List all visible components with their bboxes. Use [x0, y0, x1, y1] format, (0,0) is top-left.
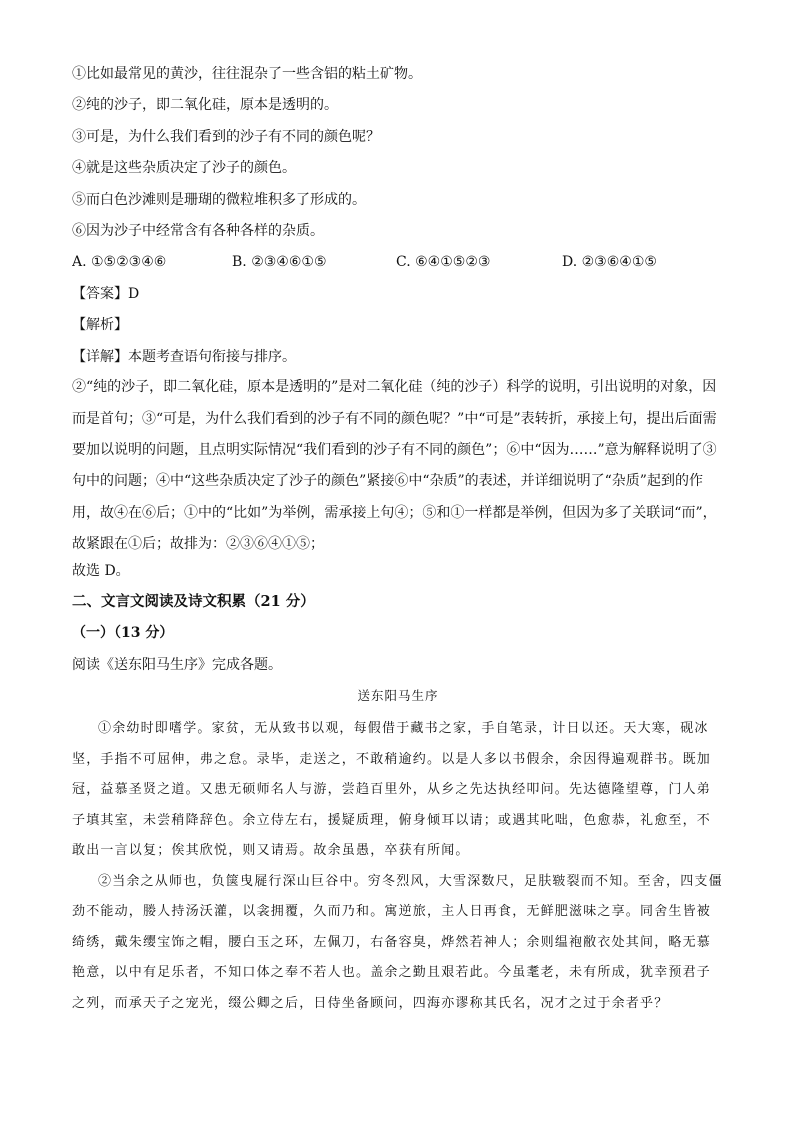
explanation-paragraph: ②“纯的沙子，即二氧化硅，原本是透明的”是对二氧化硅（纯的沙子）科学的说明，引出说明的对象，因而是首句；③“可是，为什么我们看到的沙子有不同的颜色呢？”中“可是”表转折，承接上句，提出后面需要加以说明的问题，且点明实际情况“我们看到的沙子有不同的颜色”；⑥中“因为……”意为解释说明了③句中的问题；④中“这些杂质决定了沙子的颜色”紧接⑥中“杂质”的表述，并详细说明了“杂质”起到的作用，故④在⑥后；①中的“比如”为举例，需承接上句④；⑤和①一样都是举例，但因为多了关联词“而”，故紧跟在①后；故排为：②③⑥④①⑤； [72, 379, 717, 553]
answer-line: 【答案】D [72, 285, 140, 302]
reading-instruction: 阅读《送东阳马生序》完成各题。 [72, 656, 282, 673]
sentence-6: ⑥因为沙子中经常含有各种各样的杂质。 [72, 222, 324, 239]
essay-title: 送东阳马生序 [357, 688, 439, 704]
option-b: B. ②③④⑥①⑤ [232, 254, 327, 271]
sentence-1: ①比如最常见的黄沙，往往混杂了一些含铝的粘土矿物。 [72, 66, 422, 82]
conclusion-line: 故选 D。 [72, 562, 130, 579]
analysis-label: 【解析】 [72, 317, 128, 334]
detail-line: 【详解】本题考查语句衔接与排序。 [72, 348, 296, 365]
essay-paragraph-1: ①余幼时即嗜学。家贫，无从致书以观，每假借于藏书之家，手自笔录，计日以还。天大寒，砚冰坚，手指不可屈伸，弗之怠。录毕，走送之，不敢稍逾约。以是人多以书假余，余因得遍观群书。既加冠，益慕圣贤之道。又患无硕师名人与游，尝趋百里外，从乡之先达执经叩问。先达德隆望尊，门人弟子填其室，未尝稍降辞色。余立侍左右，援疑质理，俯身倾耳以请；或遇其叱咄，色愈恭，礼愈至，不敢出一言以复；俟其欣悦，则又请焉。故余虽愚，卒获有所闻。 [72, 721, 712, 859]
sentence-4: ④就是这些杂质决定了沙子的颜色。 [72, 160, 296, 177]
option-a: A. ①⑤②③④⑥ [72, 254, 167, 271]
sub-section-title: （一）（13 分） [72, 625, 174, 642]
sentence-5: ⑤而白色沙滩则是珊瑚的微粒堆积多了形成的。 [72, 191, 366, 208]
essay-paragraph-2: ②当余之从师也，负箧曳屣行深山巨谷中。穷冬烈风，大雪深数尺，足肤皲裂而不知。至舍，四支僵劲不能动，媵人持汤沃灌，以衾拥覆，久而乃和。寓逆旅，主人日再食，无鲜肥滋味之享。同舍生皆被绮绣，戴朱缨宝饰之帽，腰白玉之环，左佩刀，右备容臭，烨然若神人；余则缊袍敝衣处其间，略无慕艳意，以中有足乐者，不知口体之奉不若人也。盖余之勤且艰若此。今虽耄老，未有所成，犹幸预君子之列，而承天子之宠光，缀公卿之后，日侍坐备顾问，四海亦谬称其氏名，况才之过于余者乎？ [72, 873, 723, 1011]
answer-options [72, 252, 724, 272]
option-d: D. ②③⑥④①⑤ [562, 254, 657, 271]
sentence-3: ③可是，为什么我们看到的沙子有不同的颜色呢？ [72, 128, 380, 145]
option-c: C. ⑥④①⑤②③ [396, 254, 491, 271]
section-title: 二、文言文阅读及诗文积累（21 分） [72, 593, 315, 611]
sentence-2: ②纯的沙子，即二氧化硅，原本是透明的。 [72, 97, 338, 114]
document-page [72, 64, 724, 1019]
